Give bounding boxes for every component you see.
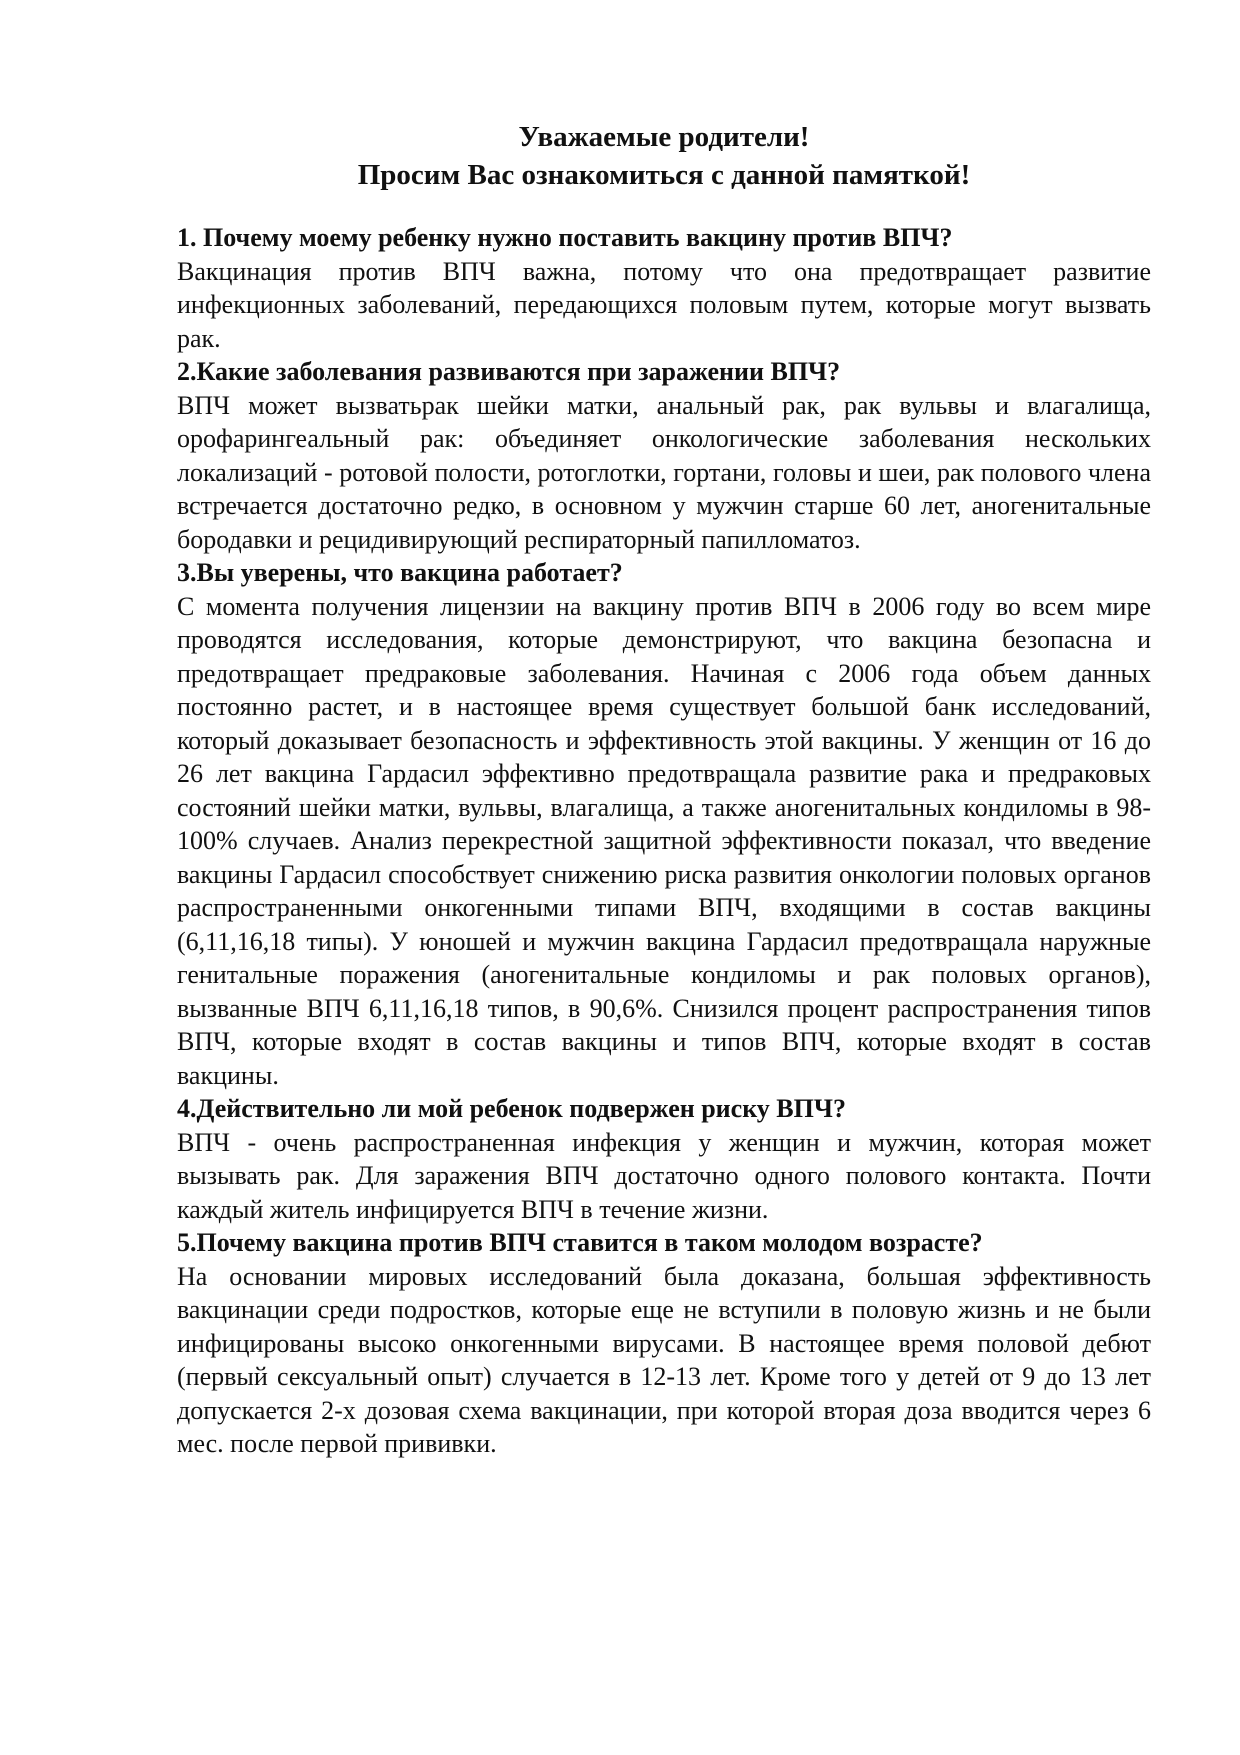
section-1 bbox=[177, 221, 1151, 355]
section-text: На основании мировых исследований была доказана, большая эффективность вакцинации среди подростков, которые еще не вступили в половую жизнь и не были инфицированы высоко онкогенными вирусами. В настоящее время половой дебют (первый сексуальный опыт) случается в 12-13 лет. Кроме того у детей от 9 до 13 лет допускается 2-х дозовая схема вакцинации, при которой вторая доза вводится через 6 мес. после первой прививки. bbox=[177, 1261, 1151, 1458]
section-5 bbox=[177, 1226, 1151, 1461]
section-heading: 1. Почему моему ребенку нужно поставить вакцину против ВПЧ? bbox=[177, 223, 953, 252]
section-text: ВПЧ может вызватьрак шейки матки, анальный рак, рак вульвы и влагалища, орофарингеальный рак: объединяет онкологические заболевания нескольких локализаций - ротовой полости, ротоглотки, гортани, головы и шеи, рак полового члена встречается достаточно редко, в основном у мужчин старше 60 лет, аногенитальные бородавки и рецидивирующий респираторный папилломатоз. bbox=[177, 390, 1151, 554]
section-text: Вакцинация против ВПЧ важна, потому что она предотвращает развитие инфекционных заболеваний, передающихся половым путем, которые могут вызвать рак. bbox=[177, 256, 1151, 353]
document-title: Уважаемые родители! bbox=[518, 121, 810, 153]
section-heading: 5.Почему вакцина против ВПЧ ставится в таком молодом возрасте? bbox=[177, 1228, 983, 1257]
section-text: ВПЧ - очень распространенная инфекция у женщин и мужчин, которая может вызывать рак. Для заражения ВПЧ достаточно одного полового контакта. Почти каждый житель инфицируется ВПЧ в течение жизни. bbox=[177, 1127, 1151, 1224]
section-3 bbox=[177, 556, 1151, 1092]
section-4 bbox=[177, 1092, 1151, 1226]
document-page bbox=[177, 118, 1151, 1461]
section-2 bbox=[177, 355, 1151, 556]
section-text: С момента получения лицензии на вакцину против ВПЧ в 2006 году во всем мире проводятся исследования, которые демонстрируют, что вакцина безопасна и предотвращает предраковые заболевания. Начиная с 2006 года объем данных постоянно растет, и в настоящее время существует большой банк исследований, который доказывает безопасность и эффективность этой вакцины. У женщин от 16 до 26 лет вакцина Гардасил эффективно предотвращала развитие рака и предраковых состояний шейки матки, вульвы, влагалища, а также аногенитальных кондиломы в 98-100% случаев. Анализ перекрестной защитной эффективности показал, что введение вакцины Гардасил способствует снижению риска развития онкологии половых органов распространенными онкогенными типами ВПЧ, входящими в состав вакцины (6,11,16,18 типы). У юношей и мужчин вакцина Гардасил предотвращала наружные генитальные поражения (аногенитальные кондиломы и рак половых органов), вызванные ВПЧ 6,11,16,18 типов, в 90,6%. Снизился процент распространения типов ВПЧ, которые входят в состав вакцины и типов ВПЧ, которые входят в состав вакцины. bbox=[177, 591, 1151, 1090]
section-heading: 3.Вы уверены, что вакцина работает? bbox=[177, 558, 623, 587]
document-intro: Просим Вас ознакомиться с данной памяткой! bbox=[357, 159, 971, 191]
section-heading: 4.Действительно ли мой ребенок подвержен риску ВПЧ? bbox=[177, 1094, 846, 1123]
section-heading: 2.Какие заболевания развиваются при заражении ВПЧ? bbox=[177, 357, 841, 386]
